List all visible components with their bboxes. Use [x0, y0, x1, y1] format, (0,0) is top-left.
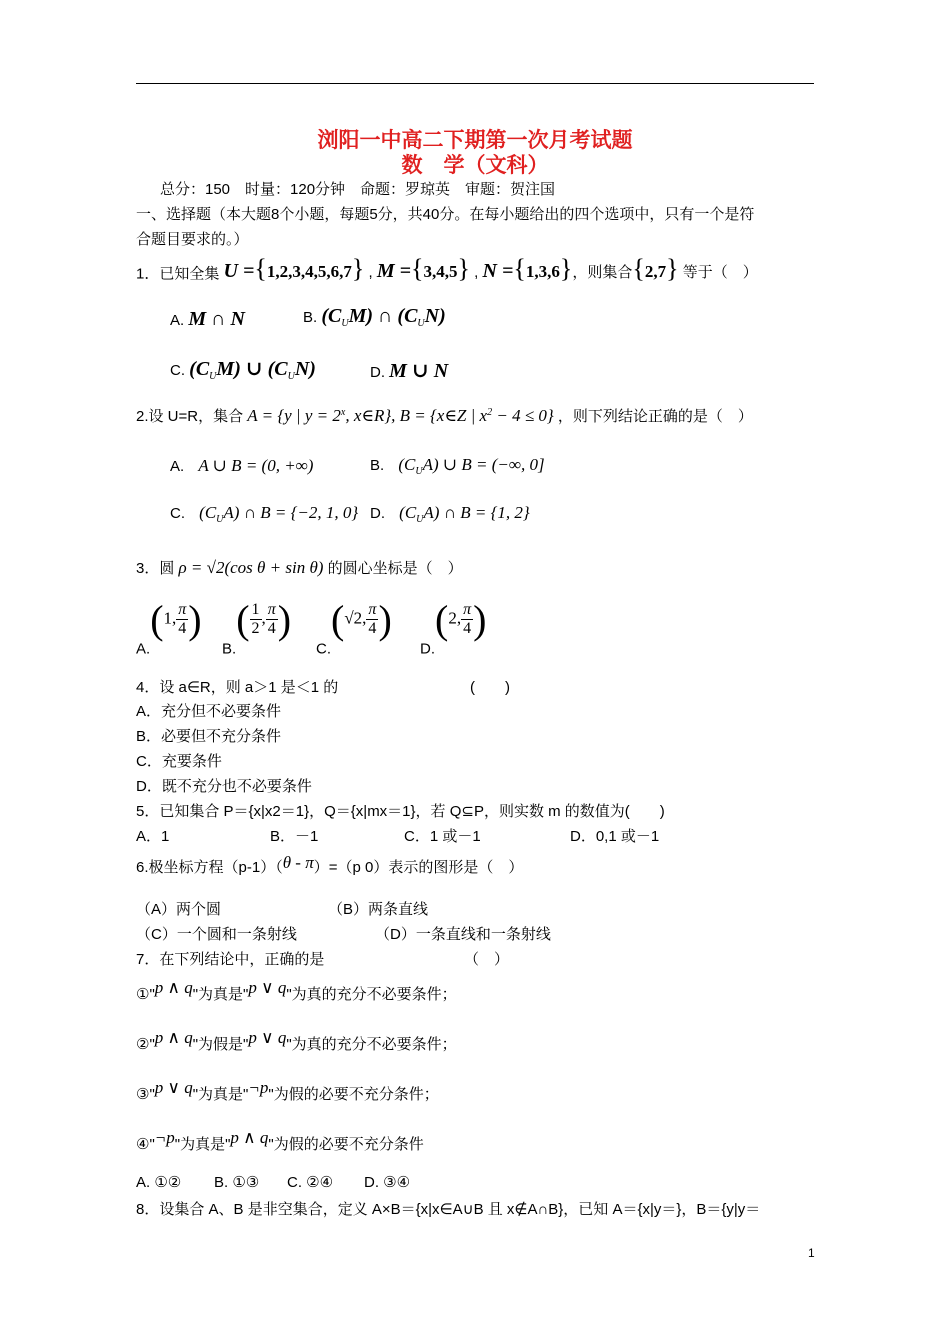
section-heading-line2: 合题目要求的。）: [136, 231, 249, 248]
q4-option-A: A．充分但不必要条件: [136, 703, 282, 720]
q2-option-A: [170, 456, 313, 476]
exam-subtitle: 数 学（文科）: [401, 152, 549, 177]
q3-option-D: D.(2, $\frac{\pi}{4}$ ): [420, 597, 487, 658]
q1-option-C-text: (C: [189, 358, 210, 380]
q3-option-A-label: A.: [136, 640, 151, 658]
q4-option-D: D．既不充分也不必要条件: [136, 778, 312, 795]
q1-set-M-values: 3,4,5: [423, 262, 458, 281]
q1-set-N-values: 1,3,6: [525, 262, 560, 281]
exam-title: 浏阳一中高二下期第一次月考试题: [317, 127, 633, 152]
q3-option-B: B.( $\frac{1}{2}$ , $\frac{\pi}{4}$ ): [222, 597, 292, 658]
q1-option-D: [370, 358, 448, 383]
q4-option-B: B．必要但不充分条件: [136, 728, 282, 745]
question-3-stem: [136, 557, 463, 578]
q5-option-D: D．0,1 或－1: [570, 828, 660, 845]
q1-set-U-values: 1,2,3,4,5,6,7: [266, 262, 352, 281]
q3-option-C-label: C.: [316, 640, 331, 658]
q6-option-C: （C）一个圆和一条射线: [136, 926, 297, 943]
q2-option-A-text: A ∪ B = (0, +∞): [198, 456, 314, 475]
q7-option-A: A. ①②: [136, 1174, 182, 1191]
q7-statement-3: ③"p ∨ q"为真是"¬p"为假的必要不充分条件；: [136, 1078, 439, 1103]
q3-option-D-label: D.: [420, 640, 435, 658]
q1-option-A-label: A.: [170, 312, 185, 329]
q7-option-B: B. ①③: [214, 1174, 260, 1191]
q7-statement-4: ④"¬p"为真是"p ∧ q"为假的必要不充分条件: [136, 1128, 424, 1153]
q4-answer-paren: ( ): [470, 679, 510, 696]
q2-option-B: B. $(C_UA)$ ∪ B = (−∞, 0]: [370, 455, 545, 477]
question-1-stem: 1．已知全集 U ={1,2,3,4,5,6,7} , M ={3,4,5} , N ={1,3,6}，则集合{2,7} 等于（ ）: [136, 254, 758, 283]
q4-option-C: C．充要条件: [136, 753, 222, 770]
q1-then: ，则集合: [572, 264, 633, 281]
q2-prefix: 2.设 U=R，集合: [136, 408, 244, 425]
q6-formula: θ - π: [282, 853, 314, 872]
q3-prefix: 3．圆: [136, 560, 175, 577]
header-rule: [136, 83, 814, 84]
q1-target-set: 2,7: [644, 262, 667, 281]
q5-option-B: B．－1: [270, 828, 319, 845]
q7-statement-2: ②"p ∧ q"为假是"p ∨ q"为真的充分不必要条件；: [136, 1028, 457, 1053]
q2-suffix: ，则下列结论正确的是（ ）: [557, 408, 753, 425]
q3-option-B-label: B.: [222, 640, 237, 658]
q7-statement-1: ①"p ∧ q"为真是"p ∨ q"为真的充分不必要条件；: [136, 978, 457, 1003]
question-5-stem: 5．已知集合 P＝{x|x2＝1}，Q＝{x|mx＝1}，若 Q⊆P，则实数 m 的数值为( ): [136, 803, 665, 820]
q2-option-D-text: (C: [399, 503, 417, 522]
q7-option-D: D. ③④: [364, 1174, 411, 1191]
q2-option-A-label: A.: [170, 458, 185, 475]
q1-option-B-label: B.: [303, 309, 318, 326]
q2-option-D-label: D.: [370, 505, 385, 522]
question-6-stem: [136, 853, 523, 877]
q2-option-D: D. $(C_UA)$ ∩ B = {1, 2}: [370, 503, 530, 525]
q3-option-C: C.(√2, $\frac{\pi}{4}$ ): [316, 597, 392, 658]
question-2-stem: 2.设 U=R，集合 A = {y | $y = 2^x$, x∈R}, B = {x∈Z | $x^2 - 4 \le 0$} ，则下列结论正确的是（ ）: [136, 406, 753, 425]
q3-option-A: A.(1, $\frac{\pi}{4}$ ): [136, 597, 202, 658]
q5-option-A: A．1: [136, 828, 170, 845]
question-7-stem: 7．在下列结论中，正确的是: [136, 951, 325, 968]
q1-option-D-text: M ∪ N: [389, 360, 449, 382]
page-number: 1: [808, 1246, 815, 1260]
exam-info: 总分：150 时量：120分钟 命题：罗琼英 审题：贺注国: [160, 181, 556, 198]
q1-option-D-label: D.: [370, 364, 385, 381]
q1-prefix: 1．已知全集: [136, 265, 220, 283]
q6-option-D: （D）一条直线和一条射线: [375, 926, 551, 943]
q2-option-C-text: (C: [199, 503, 217, 522]
q6-stem-end: ）=（p 0）表示的图形是（ ）: [313, 859, 524, 876]
q1-option-A-text: M ∩ N: [188, 308, 245, 330]
q6-option-B: （B）两条直线: [328, 901, 429, 918]
q1-option-C: C. $(C_UM)$ ∪ $(C_UN)$: [170, 358, 316, 382]
q3-formula: ρ = √2(cos θ + sin θ): [178, 558, 324, 577]
q1-option-A: [170, 308, 245, 331]
q5-option-C: C．1 或－1: [404, 828, 481, 845]
q2-option-B-label: B.: [370, 457, 385, 474]
q2-option-C-label: C.: [170, 505, 185, 522]
q1-option-B: B. $(C_UM)$ ∩ $(C_UN)$: [303, 305, 446, 329]
q1-set-M-label: M =: [376, 260, 412, 282]
q1-set-U-label: U =: [223, 260, 255, 282]
q6-stem-start: 6.极坐标方程（p-1）（: [136, 859, 283, 876]
section-heading-line1: 一、选择题（本大题8个小题，每题5分，共40分。在每小题给出的四个选项中，只有一个是符: [136, 206, 755, 223]
q7-answer-paren: （ ）: [464, 951, 510, 968]
question-4-stem: 4．设 a∈R，则 a＞1 是＜1 的: [136, 679, 339, 696]
q2-option-C: C. $(C_UA)$ ∩ B = {−2, 1, 0}: [170, 503, 359, 525]
q2-option-B-text: (C: [398, 455, 416, 474]
question-8-stem: 8．设集合 A、B 是非空集合，定义 A×B＝{x|x∈A∪B 且 x∉A∩B}，已知 A＝{x|y＝}，B＝{y|y＝: [136, 1201, 761, 1218]
q6-option-A: （A）两个圆: [136, 901, 222, 918]
q1-option-B-text: (C: [321, 305, 342, 327]
q1-suffix: 等于（ ）: [682, 264, 758, 281]
q1-set-N-label: N =: [482, 260, 514, 282]
q7-option-C: C. ②④: [287, 1174, 334, 1191]
q3-suffix: 的圆心坐标是（ ）: [327, 560, 463, 577]
q2-sets: A = {y | y = 2: [247, 406, 341, 425]
q1-option-C-label: C.: [170, 362, 185, 379]
